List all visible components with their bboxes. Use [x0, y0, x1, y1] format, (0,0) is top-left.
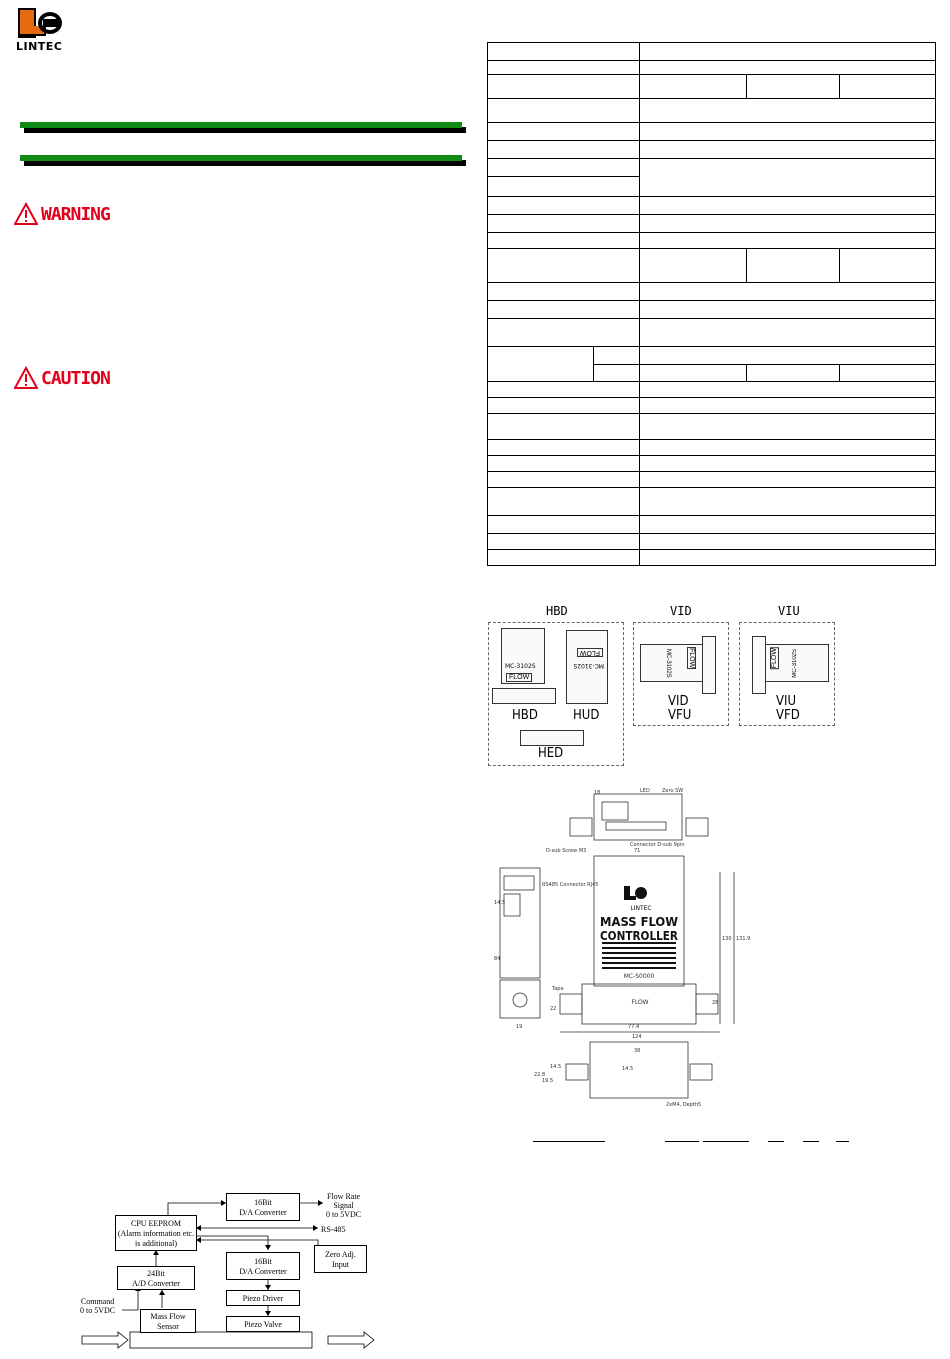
tape-label: Tape	[552, 986, 564, 992]
dsub-connector	[602, 802, 628, 820]
table-row	[488, 381, 936, 397]
table-row	[488, 283, 936, 301]
underline-mark	[703, 1141, 749, 1142]
front-title-line1: MASS FLOW	[600, 915, 678, 929]
table-row	[488, 141, 936, 159]
flow-label: FLOW	[688, 648, 695, 669]
device-viu-fitting	[752, 636, 766, 694]
rj45-connector	[504, 894, 520, 916]
dim-label: 14.5	[494, 900, 506, 906]
header-bar-1	[20, 122, 462, 128]
dim-label: 22	[550, 1006, 557, 1012]
warning-triangle-icon	[14, 366, 38, 390]
logo-text: LINTEC	[16, 40, 63, 53]
device-model-label: MC-3102S	[573, 662, 604, 669]
zero-sw-label: Zero SW	[662, 788, 684, 794]
variant-label-hed: HED	[538, 746, 564, 761]
caution-heading	[14, 366, 110, 390]
dim-label: 14.5	[622, 1066, 634, 1072]
adc-block: 24Bit A/D Converter	[117, 1266, 195, 1290]
warning-triangle-icon	[14, 202, 38, 226]
device-model-label: MC-3102S	[792, 649, 798, 678]
device-hbd-body	[492, 688, 556, 704]
underline-mark	[533, 1141, 605, 1142]
rs485-label: RS-485	[321, 1225, 346, 1234]
dsub-screw-label: D-sub Screw M3	[546, 848, 587, 854]
table-row	[488, 319, 936, 347]
variant-label-hbd: HBD	[512, 708, 538, 723]
dac-mid-block: 16Bit D/A Converter	[226, 1252, 300, 1280]
table-row	[488, 233, 936, 249]
table-row	[488, 99, 936, 123]
table-row	[488, 249, 936, 283]
table-row	[488, 455, 936, 471]
dim-label: 130	[722, 936, 732, 942]
piezo-driver-block: Piezo Driver	[226, 1290, 300, 1306]
table-row	[488, 301, 936, 319]
device-hed	[520, 730, 584, 746]
variant-label-vfu: VFU	[668, 708, 692, 723]
led-label: LED	[640, 788, 650, 794]
top-view-fitting	[686, 818, 708, 836]
dim-label: 84	[494, 956, 501, 962]
device-hud	[566, 630, 608, 704]
flow-label: FLOW	[577, 648, 603, 657]
dac-top-block: 16Bit D/A Converter	[226, 1193, 300, 1221]
mount-label: 2xM4, Depth5	[666, 1102, 702, 1108]
flow-rate-signal-label: Flow Rate Signal 0 to 5VDC	[326, 1192, 362, 1219]
dim-label: 19.5	[542, 1078, 554, 1084]
variant-label-vid: VID	[668, 694, 689, 709]
table-row	[488, 123, 936, 141]
front-brand: LINTEC	[630, 905, 652, 912]
warning-heading	[14, 202, 110, 226]
rs485-connector-label: RS485 Connector RJ45	[542, 882, 599, 888]
mass-flow-sensor-block: Mass Flow Sensor	[140, 1309, 196, 1333]
table-row	[488, 413, 936, 439]
zero-adj-block: Zero Adj. Input	[314, 1245, 367, 1273]
dimension-drawing	[490, 780, 750, 1110]
dim-label: 28	[712, 1000, 719, 1006]
device-model-label: MC-3102S	[665, 649, 671, 678]
lintec-logo	[16, 8, 76, 56]
front-flow-label: FLOW	[631, 999, 649, 1006]
table-row	[488, 533, 936, 549]
specification-table	[487, 42, 936, 566]
dim-label: 131.9	[736, 936, 750, 942]
table-row	[488, 215, 936, 233]
underline-mark	[836, 1141, 849, 1142]
device-viu	[765, 644, 829, 682]
header-bar-2	[20, 155, 462, 161]
device-model-label: MC-3102S	[505, 663, 536, 670]
top-view-body	[594, 794, 682, 840]
logo-ring-bar	[43, 19, 59, 27]
table-row	[488, 397, 936, 413]
group-title-hbd: HBD	[546, 604, 568, 618]
table-row	[488, 61, 936, 75]
dim-label: 71	[634, 848, 641, 854]
cpu-block: CPU EEPROM (Alarm information etc. is additional)	[115, 1215, 197, 1251]
table-row	[488, 197, 936, 215]
underline-mark	[768, 1141, 784, 1142]
front-title-line2: CONTROLLER	[600, 929, 678, 943]
dim-label: 38	[634, 1048, 641, 1054]
group-title-viu: VIU	[778, 604, 800, 618]
dim-label: 18	[594, 790, 601, 796]
flow-label: FLOW	[506, 673, 532, 682]
top-view-fitting	[570, 818, 592, 836]
command-label: Command 0 to 5VDC	[80, 1297, 116, 1315]
variant-label-viu: VIU	[776, 694, 797, 709]
table-row	[488, 471, 936, 487]
device-hbd	[501, 628, 545, 684]
table-row	[488, 75, 936, 99]
variant-label-hud: HUD	[573, 708, 600, 723]
variant-label-vfd: VFD	[776, 708, 800, 723]
dim-label: 77.4	[628, 1024, 640, 1030]
table-row	[488, 159, 936, 177]
underline-mark	[803, 1141, 819, 1142]
underline-mark	[665, 1141, 699, 1142]
dim-label: 14.5	[550, 1064, 562, 1070]
table-row	[488, 347, 936, 364]
caution-label: CAUTION	[41, 367, 110, 389]
connector-label: Connector D-sub 9pin	[630, 842, 685, 848]
table-row	[488, 487, 936, 515]
group-title-vid: VID	[670, 604, 692, 618]
flow-label: FLOW	[771, 648, 778, 669]
table-row	[488, 549, 936, 565]
dim-label: 19	[516, 1024, 523, 1030]
piezo-valve-block: Piezo Valve	[226, 1316, 300, 1332]
front-model-code: MC-S0000	[623, 973, 655, 980]
table-row	[488, 43, 936, 61]
device-vid-fitting	[702, 636, 716, 694]
dim-label: 22.8	[534, 1072, 546, 1078]
table-row	[488, 515, 936, 533]
warning-label: WARNING	[41, 203, 110, 225]
dim-label: 124	[632, 1034, 642, 1040]
table-row	[488, 439, 936, 455]
device-vid	[640, 644, 704, 682]
